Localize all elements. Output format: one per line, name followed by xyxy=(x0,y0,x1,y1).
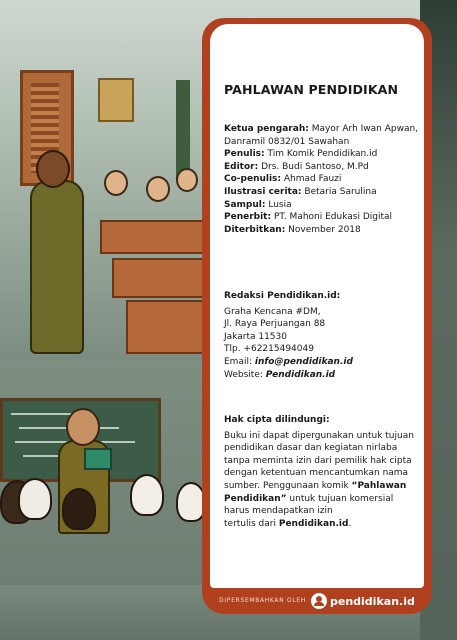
credit-value: Drs. Budi Santoso, M.Pd xyxy=(261,161,369,172)
classroom-desk xyxy=(100,220,204,254)
credit-row-diterbitkan xyxy=(224,224,424,237)
classroom-pillar xyxy=(176,80,190,180)
pupil-figure xyxy=(130,474,164,516)
teacher-head xyxy=(36,150,70,188)
website-line xyxy=(224,369,424,382)
copyright-text: tertulis dari xyxy=(224,518,279,529)
credit-label: Sampul: xyxy=(224,199,266,210)
footer-banner xyxy=(202,588,432,614)
credit-value: Betaria Sarulina xyxy=(304,186,377,197)
credit-value: Lusia xyxy=(268,199,292,210)
credit-label: Ketua pengarah: xyxy=(224,124,309,134)
copyright-line: tanpa meminta izin dari pemilik hak cipta xyxy=(224,455,412,466)
credit-label: Penerbit: xyxy=(224,212,272,223)
copyright-line: harus mendapatkan izin xyxy=(224,506,333,517)
credit-value: Tim Komik Pendidikan.id xyxy=(267,149,378,160)
credit-label: Diterbitkan: xyxy=(224,224,286,235)
email-line xyxy=(224,356,424,369)
credit-value: Danramil 0832/01 Sawahan xyxy=(224,136,350,147)
copyright-line: pendidikan dasar dan kegiatan nirlaba xyxy=(224,443,398,454)
copyright-text: . xyxy=(348,518,352,529)
footer-brand[interactable]: pendidikan.id xyxy=(330,594,415,608)
pupil-figure xyxy=(62,488,96,530)
credits-list xyxy=(224,123,424,236)
credit-value: November 2018 xyxy=(288,224,361,235)
email-link[interactable]: info@pendidikan.id xyxy=(254,356,353,367)
credit-row-editor xyxy=(224,161,424,174)
credit-label: Ilustrasi cerita: xyxy=(224,186,302,197)
redaksi-section xyxy=(224,290,424,381)
copyright-heading: Hak cipta dilindungi: xyxy=(224,415,330,425)
classroom-desk xyxy=(112,258,212,298)
credits-panel xyxy=(210,24,424,588)
credit-value: PT. Mahoni Edukasi Digital xyxy=(273,212,393,223)
address-line: Jakarta 11530 xyxy=(224,331,287,342)
credit-value: Mayor Arh Iwan Apwan, xyxy=(311,124,419,134)
copyright-line: dengan ketentuan mencantumkan nama xyxy=(224,468,409,479)
classroom-desk xyxy=(126,300,210,354)
copyright-text: untuk tujuan komersial xyxy=(286,493,394,504)
teacher-figure xyxy=(30,180,84,354)
credit-row-ketua-pengarah-cont xyxy=(224,136,424,149)
address-line: Jl. Raya Perjuangan 88 xyxy=(224,319,326,330)
footer-tagline: DIPERSEMBAHKAN OLEH xyxy=(219,598,306,604)
credit-row-ilustrasi xyxy=(224,186,424,199)
website-link[interactable]: Pendidikan.id xyxy=(265,369,336,380)
credit-row-sampul xyxy=(224,199,424,212)
credit-row-co-penulis xyxy=(224,173,424,186)
comic-title-quote: “Pahlawan xyxy=(351,480,407,491)
phone-line: Tlp. +62215494049 xyxy=(224,344,314,355)
student-figure xyxy=(104,170,128,196)
copyright-line xyxy=(224,480,424,493)
email-label: Email: xyxy=(224,356,253,367)
pendidikan-logo-icon xyxy=(311,593,327,609)
address-line: Graha Kencana #DM, xyxy=(224,306,321,317)
credit-label: Penulis: xyxy=(224,149,265,160)
comic-title-quote: Pendidikan” xyxy=(224,493,287,504)
book-icon xyxy=(84,448,112,470)
pupil-figure xyxy=(18,478,52,520)
brand-name: Pendidikan.id xyxy=(278,518,349,529)
book-title: PAHLAWAN PENDIDIKAN xyxy=(224,82,399,97)
teacher-head xyxy=(66,408,100,446)
credit-row-penulis xyxy=(224,148,424,161)
website-label: Website: xyxy=(224,369,263,380)
student-figure xyxy=(176,168,198,192)
credit-row-penerbit xyxy=(224,211,424,224)
redaksi-heading: Redaksi Pendidikan.id: xyxy=(224,291,341,301)
copyright-line: Buku ini dapat dipergunakan untuk tujuan xyxy=(224,430,414,441)
copyright-section xyxy=(224,414,424,530)
copyright-line xyxy=(224,493,424,506)
credit-value: Ahmad Fauzi xyxy=(283,174,342,185)
credit-row-ketua-pengarah xyxy=(224,123,424,136)
wall-frame xyxy=(98,78,134,122)
credits-card xyxy=(202,18,432,614)
copyright-line xyxy=(224,518,424,531)
copyright-text: sumber. Penggunaan komik xyxy=(224,480,352,491)
credit-label: Co-penulis: xyxy=(224,174,282,185)
student-figure xyxy=(146,176,170,202)
credit-label: Editor: xyxy=(224,161,259,172)
